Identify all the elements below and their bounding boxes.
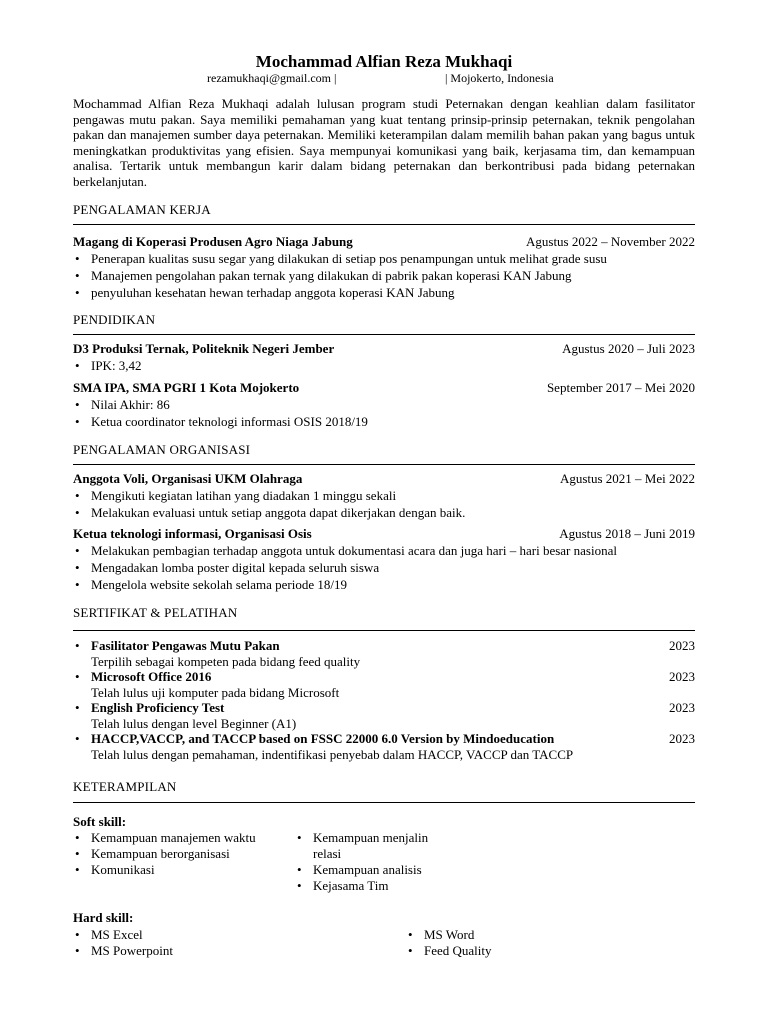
list-item: • MS Word — [406, 927, 606, 943]
education-period: September 2017 – Mei 2020 — [546, 380, 695, 395]
job-period: Agustus 2022 – November 2022 — [526, 234, 695, 249]
organization-period: Agustus 2021 – Mei 2022 — [559, 471, 695, 486]
school-name: D3 Produksi Ternak, Politeknik Negeri Jember — [73, 341, 335, 356]
certificate-name: • Microsoft Office 2016 — [91, 669, 212, 684]
section-title-experience: PENGALAMAN KERJA — [73, 202, 211, 217]
section-divider — [73, 334, 695, 335]
organization-item — [73, 470, 695, 521]
certificate-desc: Telah lulus dengan level Beginner (A1) — [91, 715, 297, 731]
list-item: • Ketua coordinator teknologi informasi OSIS 2018/19 — [73, 413, 695, 430]
certificate-item — [73, 700, 695, 716]
list-item: • Kemampuan manajemen waktu — [73, 830, 263, 846]
list-item: • Mengikuti kegiatan latihan yang diadakan 1 minggu sekali — [73, 487, 695, 504]
resume-name: Mochammad Alfian Reza Mukhaqi — [255, 52, 513, 71]
list-item: • penyuluhan kesehatan hewan terhadap anggota koperasi KAN Jabung — [73, 284, 695, 301]
hard-skill-list-right — [406, 927, 606, 959]
soft-skill-label: Soft skill: — [73, 814, 127, 829]
list-item: • Komunikasi — [73, 862, 263, 878]
education-item — [73, 379, 695, 430]
certificate-name: • Fasilitator Pengawas Mutu Pakan — [91, 638, 280, 653]
certificate-desc: Terpilih sebagai kompeten pada bidang feed quality — [91, 653, 361, 669]
email-text: rezamukhaqi@gmail.com | — [207, 71, 337, 85]
section-title-skills: KETERAMPILAN — [73, 779, 177, 794]
list-item: • MS Powerpoint — [73, 943, 373, 959]
list-item: • Penerapan kualitas susu segar yang dilakukan di setiap pos penampungan untuk melihat grade susu — [73, 250, 695, 267]
school-name: SMA IPA, SMA PGRI 1 Kota Mojokerto — [73, 380, 300, 395]
list-item: • Manajemen pengolahan pakan ternak yang dilakukan di pabrik pakan koperasi KAN Jabung — [73, 267, 695, 284]
list-item: • Kemampuan analisis — [295, 862, 455, 878]
section-divider — [73, 464, 695, 465]
certificates-list — [73, 638, 695, 762]
certificate-desc: Telah lulus uji komputer pada bidang Microsoft — [91, 684, 340, 700]
organization-item — [73, 525, 695, 593]
section-title-education: PENDIDIKAN — [73, 312, 156, 327]
list-item: • Kemampuan berorganisasi — [73, 846, 263, 862]
section-title-organization: PENGALAMAN ORGANISASI — [73, 442, 251, 457]
education-item — [73, 340, 695, 374]
organization-role: Ketua teknologi informasi, Organisasi Osis — [73, 526, 312, 541]
organization-role: Anggota Voli, Organisasi UKM Olahraga — [73, 471, 303, 486]
certificate-year: 2023 — [669, 638, 695, 653]
experience-item — [73, 233, 695, 301]
organization-period: Agustus 2018 – Juni 2019 — [559, 526, 695, 541]
certificate-name: • HACCP,VACCP, and TACCP based on FSSC 22000 6.0 Version by Mindoeducation — [91, 731, 555, 746]
education-period: Agustus 2020 – Juli 2023 — [562, 341, 695, 356]
section-divider — [73, 224, 695, 225]
certificate-desc: Telah lulus dengan pemahaman, indentifikasi penyebab dalam HACCP, VACCP dan TACCP — [91, 746, 574, 762]
soft-skill-list-left — [73, 830, 263, 878]
list-item: • IPK: 3,42 — [73, 357, 695, 374]
certificate-name: • English Proficiency Test — [91, 700, 225, 715]
certificate-item — [73, 669, 695, 685]
list-item: • MS Excel — [73, 927, 373, 943]
summary-paragraph: Mochammad Alfian Reza Mukhaqi adalah lulusan program studi Peternakan dengan keahlian dalam fasilitator pengawas mutu pakan. Saya memiliki pemahaman yang kuat tentang prinsip-prinsip peternakan, teknik pengolahan pakan dan manajemen sumber daya peternakan. Memiliki keterampilan dalam memilih bahan pakan yang bagus untuk meningkatkan produktivitas yang efisien. Saya mempunyai komunikasi yang baik, kerjasama tim, dan kemampuan analisa. Tertarik untuk membangun karir dalam bidang peternakan dan berkontribusi pada bidang peternakan berkelanjutan. — [73, 96, 695, 189]
list-item: • Feed Quality — [406, 943, 606, 959]
certificate-item — [73, 638, 695, 654]
certificate-year: 2023 — [669, 731, 695, 746]
section-title-certificates: SERTIFIKAT & PELATIHAN — [73, 605, 238, 620]
soft-skill-list-right — [295, 830, 455, 894]
list-item: • Kejasama Tim — [295, 878, 455, 894]
list-item: • Melakukan evaluasi untuk setiap anggota dapat dikerjakan dengan baik. — [73, 504, 695, 521]
location-text: | Mojokerto, Indonesia — [445, 71, 554, 85]
certificate-year: 2023 — [669, 669, 695, 684]
hard-skill-list-left — [73, 927, 373, 959]
list-item: • Kemampuan menjalin relasi — [295, 830, 455, 862]
list-item: • Mengelola website sekolah selama periode 18/19 — [73, 576, 695, 593]
list-item: • Melakukan pembagian terhadap anggota untuk dokumentasi acara dan juga hari – hari besar nasional — [73, 542, 695, 559]
list-item: • Nilai Akhir: 86 — [73, 396, 695, 413]
certificate-item — [73, 731, 695, 747]
job-role: Magang di Koperasi Produsen Agro Niaga Jabung — [73, 234, 353, 249]
hard-skill-label: Hard skill: — [73, 910, 134, 925]
section-divider — [73, 630, 695, 631]
section-divider — [73, 802, 695, 803]
certificate-year: 2023 — [669, 700, 695, 715]
list-item: • Mengadakan lomba poster digital kepada seluruh siswa — [73, 559, 695, 576]
